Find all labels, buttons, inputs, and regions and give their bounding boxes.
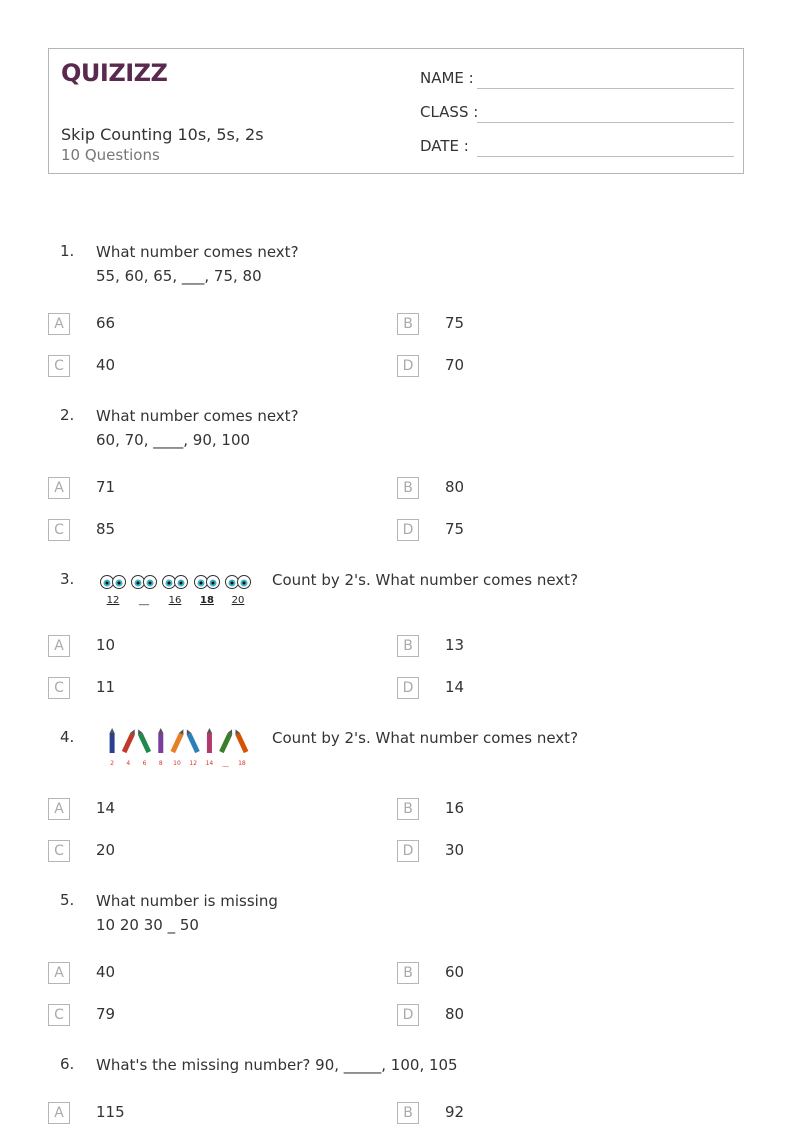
option-value: 40 — [96, 356, 116, 374]
name-line[interactable] — [477, 88, 734, 89]
option-value: 11 — [96, 678, 116, 696]
date-line[interactable] — [477, 156, 734, 157]
question-text: Count by 2's. What number comes next? — [272, 729, 579, 747]
option-letter: B — [397, 962, 419, 984]
question-number: 6. — [60, 1055, 75, 1073]
option-letter: D — [397, 1004, 419, 1026]
crayon-label: 12 — [189, 760, 198, 767]
eye-label: 20 — [231, 595, 245, 606]
option-value: 71 — [96, 478, 116, 496]
option-letter: D — [397, 840, 419, 862]
option-value: 85 — [96, 520, 116, 538]
option-value: 79 — [96, 1005, 116, 1023]
crayon-icon — [171, 728, 186, 753]
name-field[interactable] — [420, 67, 734, 91]
crayon-icon — [207, 728, 212, 753]
question-number: 3. — [60, 570, 75, 588]
crayon-label: 2 — [110, 760, 115, 767]
crayon-icon — [136, 728, 151, 753]
option-value: 40 — [96, 963, 116, 981]
date-field[interactable] — [420, 135, 734, 159]
option-letter: D — [397, 355, 419, 377]
option-value: 20 — [96, 841, 116, 859]
crayon-label: __ — [222, 760, 229, 767]
option-letter: A — [48, 798, 70, 820]
option-value: 14 — [96, 799, 116, 817]
option-letter: C — [48, 1004, 70, 1026]
class-field[interactable] — [420, 101, 734, 125]
option-value: 92 — [445, 1103, 465, 1121]
option-letter: D — [397, 677, 419, 699]
question-text: Count by 2's. What number comes next? — [272, 571, 579, 589]
question-sequence: 10 20 30 _ 50 — [96, 916, 199, 934]
crayon-label: 18 — [238, 760, 246, 767]
crayon-icon — [233, 728, 248, 753]
question-number: 2. — [60, 406, 75, 424]
option-letter: A — [48, 635, 70, 657]
eye-pair-icon — [195, 576, 220, 589]
crayon-label: 4 — [126, 760, 131, 767]
option-value: 10 — [96, 636, 116, 654]
crayon-icon — [185, 728, 200, 753]
question-text: What number comes next? — [96, 243, 299, 261]
option-value: 16 — [445, 799, 465, 817]
class-label: CLASS : — [420, 103, 479, 121]
eye-pair-icon — [101, 576, 126, 589]
question-number: 5. — [60, 891, 75, 909]
crayon-label: 10 — [173, 760, 181, 767]
option-value: 75 — [445, 520, 465, 538]
option-letter: A — [48, 962, 70, 984]
option-value: 70 — [445, 356, 465, 374]
eye-label: 12 — [106, 595, 120, 606]
eye-pair-icon — [226, 576, 251, 589]
question-text: What number is missing — [96, 892, 278, 910]
option-letter: B — [397, 635, 419, 657]
option-letter: C — [48, 519, 70, 541]
eye-pair-icon — [163, 576, 188, 589]
option-value: 66 — [96, 314, 116, 332]
option-value: 80 — [445, 1005, 465, 1023]
option-letter: A — [48, 1102, 70, 1124]
crayon-icon — [158, 728, 163, 753]
eyes-illustration — [100, 570, 252, 608]
crayons-illustration — [104, 728, 250, 770]
class-line[interactable] — [477, 122, 734, 123]
eye-pair-icon — [132, 576, 157, 589]
eye-label: __ — [139, 595, 149, 606]
option-letter: B — [397, 798, 419, 820]
eyes-counting-image — [100, 570, 252, 612]
question-number: 1. — [60, 242, 75, 260]
question-text: What's the missing number? 90, _____, 100, 105 — [96, 1056, 458, 1074]
name-label: NAME : — [420, 69, 474, 87]
crayon-label: 8 — [158, 760, 163, 767]
crayon-icon — [122, 728, 137, 753]
eye-label: 18 — [200, 595, 214, 606]
option-letter: B — [397, 1102, 419, 1124]
option-value: 80 — [445, 478, 465, 496]
crayons-counting-image — [104, 728, 250, 774]
option-value: 115 — [96, 1103, 125, 1121]
option-letter: C — [48, 677, 70, 699]
worksheet-header — [48, 48, 744, 174]
option-value: 13 — [445, 636, 465, 654]
option-value: 14 — [445, 678, 465, 696]
option-letter: C — [48, 840, 70, 862]
worksheet-title: Skip Counting 10s, 5s, 2s — [61, 125, 264, 144]
quizizz-logo: QUIZIZZ — [61, 59, 168, 87]
date-label: DATE : — [420, 137, 469, 155]
question-text: What number comes next? — [96, 407, 299, 425]
option-letter: B — [397, 477, 419, 499]
option-value: 60 — [445, 963, 465, 981]
option-letter: A — [48, 313, 70, 335]
option-value: 30 — [445, 841, 465, 859]
option-letter: C — [48, 355, 70, 377]
crayon-label: 14 — [205, 760, 214, 767]
question-number: 4. — [60, 728, 75, 746]
crayon-icon — [219, 728, 234, 753]
question-sequence: 60, 70, ____, 90, 100 — [96, 431, 251, 449]
option-letter: B — [397, 313, 419, 335]
crayon-icon — [110, 728, 115, 753]
option-letter: D — [397, 519, 419, 541]
question-count: 10 Questions — [61, 146, 160, 164]
option-letter: A — [48, 477, 70, 499]
question-sequence: 55, 60, 65, ___, 75, 80 — [96, 267, 262, 285]
option-value: 75 — [445, 314, 465, 332]
crayon-label: 6 — [142, 760, 147, 767]
eye-label: 16 — [168, 595, 182, 606]
